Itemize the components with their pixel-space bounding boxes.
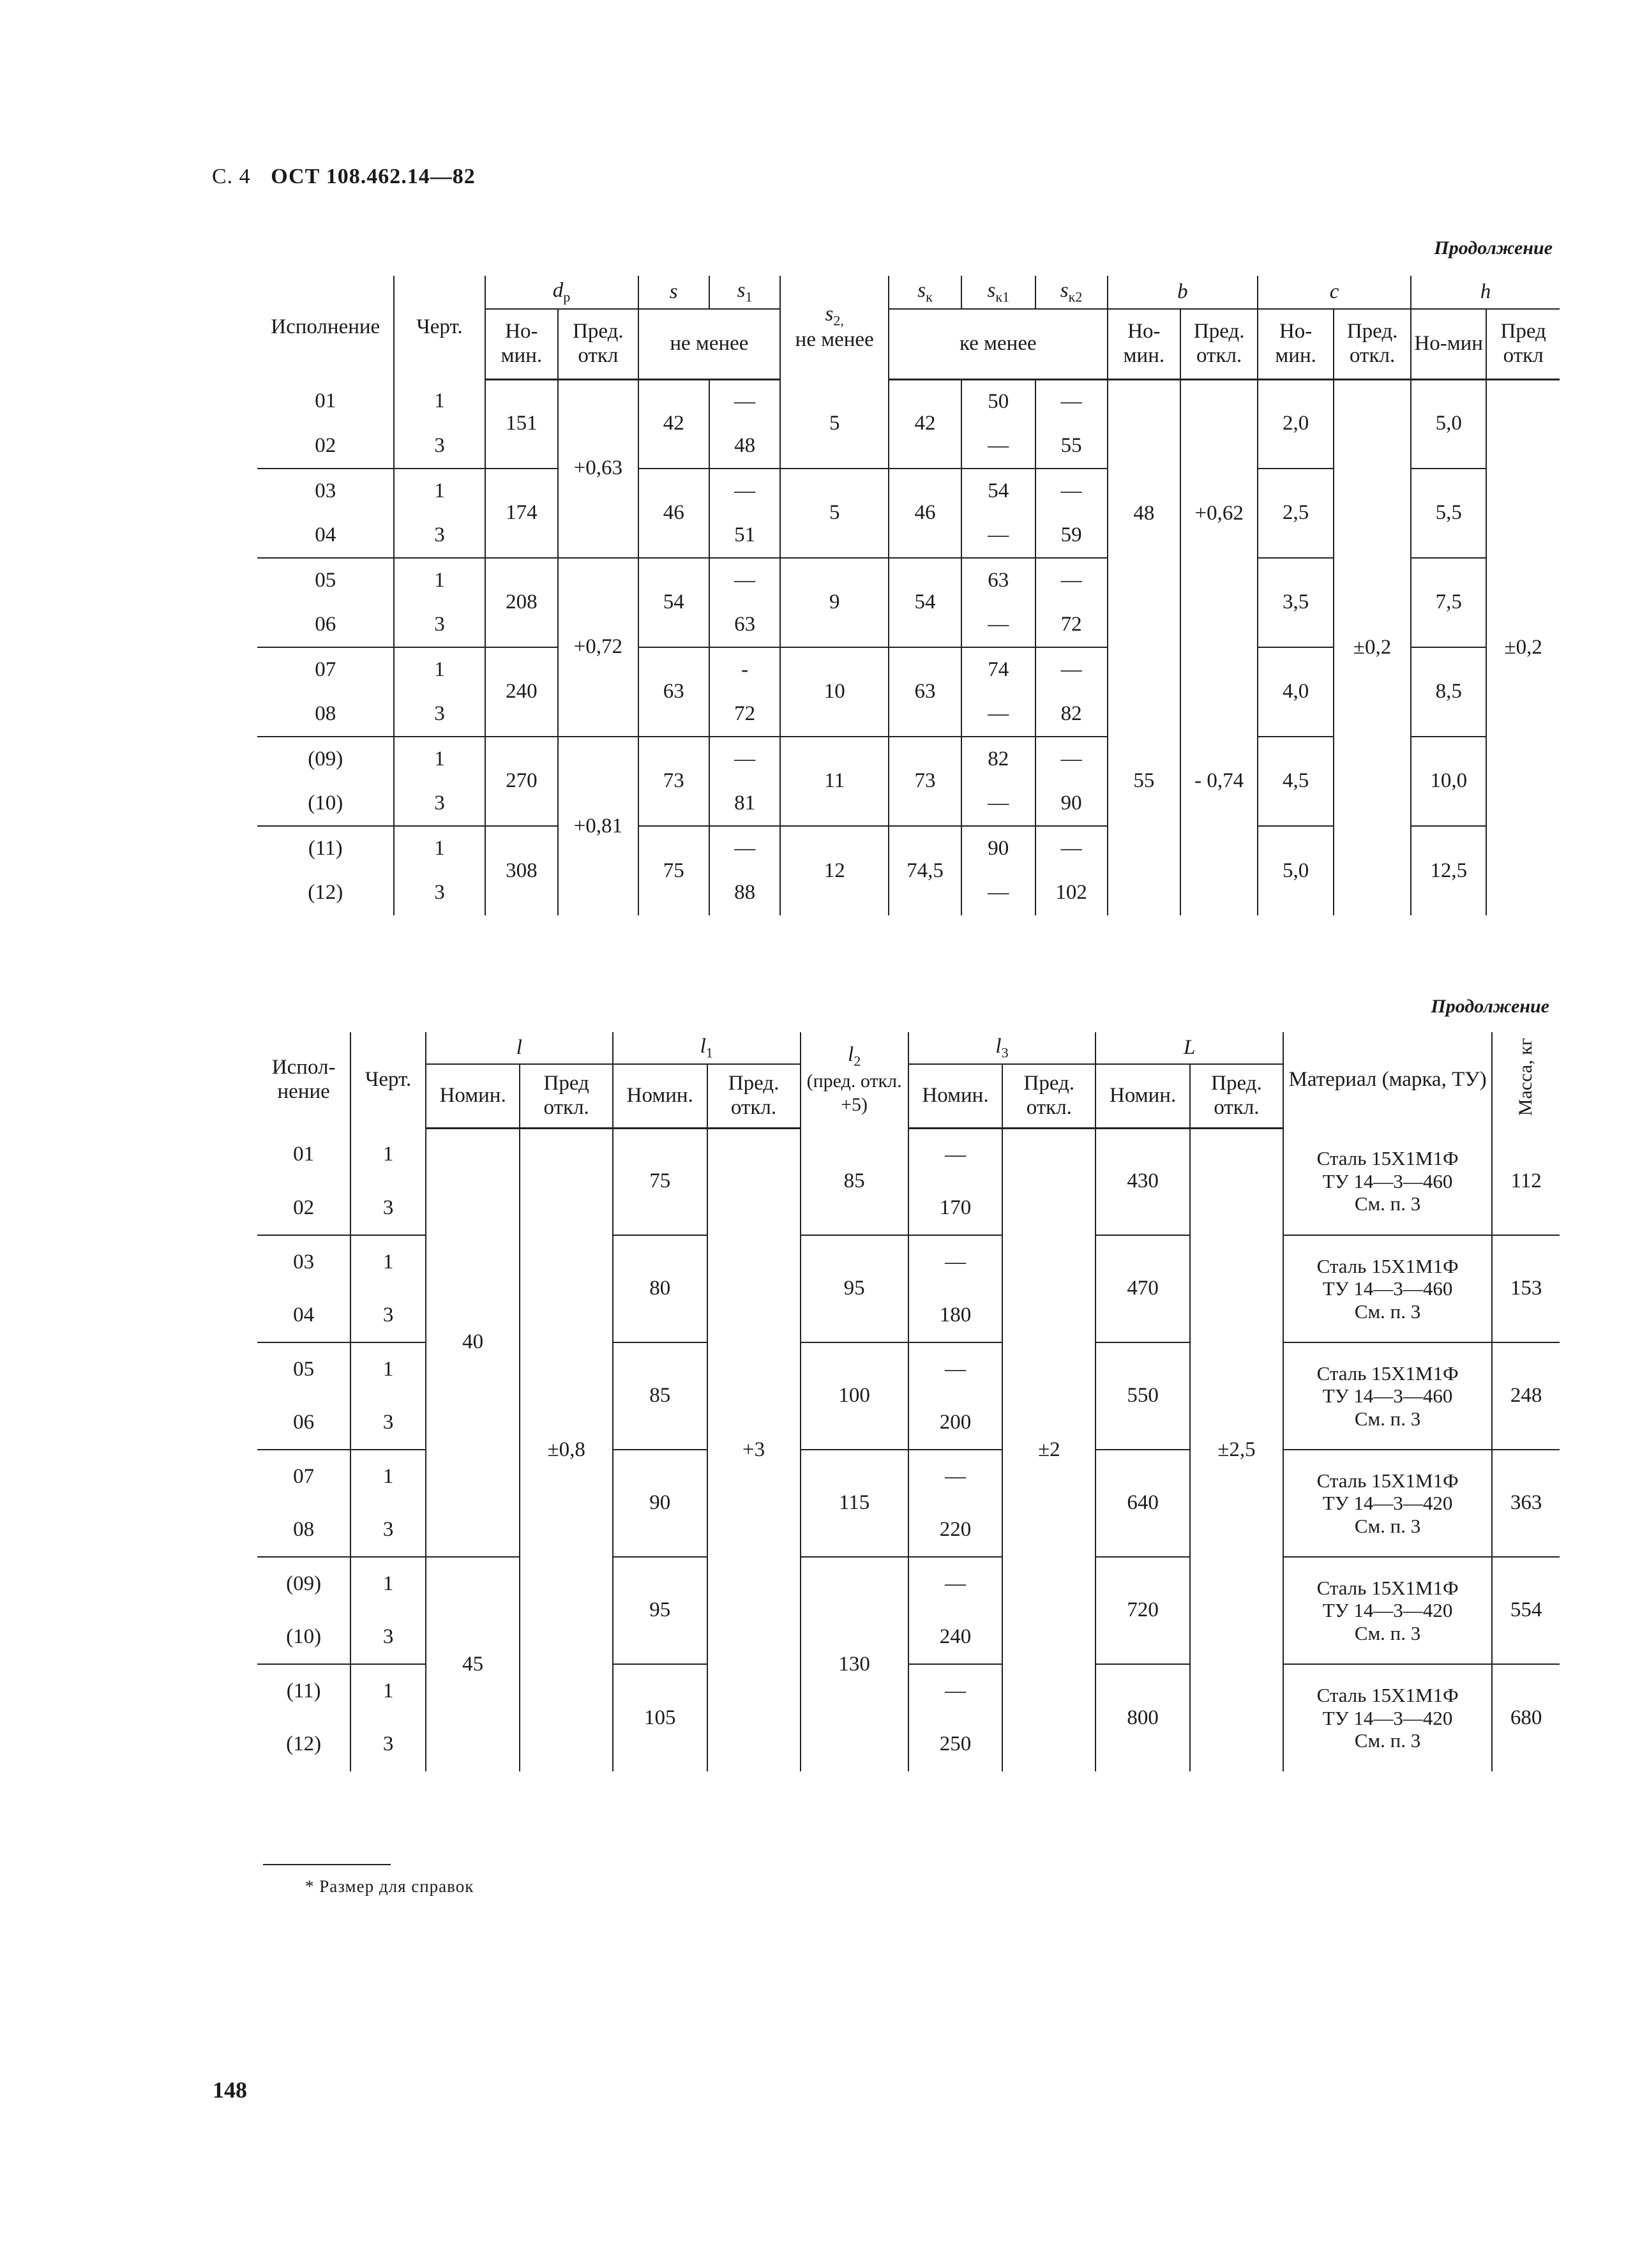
drawing-cell: 3: [394, 513, 485, 558]
drawing-cell: 1: [350, 1450, 426, 1503]
sk1-cell: —: [961, 871, 1035, 915]
page-number: 148: [213, 2077, 247, 2103]
s1-cell: —: [709, 737, 780, 781]
material-cell: Сталь 15Х1М1Ф ТУ 14—3—460 См. п. 3: [1283, 1235, 1492, 1342]
s1-cell: 88: [709, 871, 780, 915]
drawing-cell: 1: [394, 379, 485, 424]
execution-cell: 07: [257, 647, 394, 692]
s1-cell: 63: [709, 603, 780, 647]
sk2-cell: —: [1035, 826, 1108, 871]
s2-cell: 5: [780, 379, 889, 469]
col-c-nom: Но-мин.: [1258, 309, 1334, 379]
execution-cell: 02: [257, 424, 394, 469]
b-nom-cell: 48: [1108, 379, 1181, 647]
execution-cell: 08: [257, 692, 394, 737]
material-cell: Сталь 15Х1М1Ф ТУ 14—3—460 См. п. 3: [1283, 1342, 1492, 1450]
l1-cell: 75: [613, 1128, 707, 1235]
col-h-nom: Но-мин: [1411, 309, 1486, 379]
mass-cell: 112: [1492, 1128, 1560, 1235]
s-cell: 63: [638, 647, 709, 737]
sk2-cell: 102: [1035, 871, 1108, 915]
execution-cell: 04: [257, 513, 394, 558]
drawing-cell: 1: [394, 469, 485, 513]
sk2-cell: 59: [1035, 513, 1108, 558]
execution-cell: (09): [257, 1557, 350, 1611]
col-c: c: [1258, 276, 1411, 309]
sk1-cell: 63: [961, 558, 1035, 603]
l3-cell: —: [908, 1664, 1003, 1718]
material-cell: Сталь 15Х1М1Ф ТУ 14—3—460 См. п. 3: [1283, 1128, 1492, 1235]
c-tol-cell: ±0,2: [1334, 379, 1411, 915]
drawing-cell: 1: [350, 1128, 426, 1182]
l1-cell: 80: [613, 1235, 707, 1342]
dp-cell: 308: [485, 826, 559, 915]
b-nom-cell: 55: [1108, 647, 1181, 915]
l3-cell: 200: [908, 1396, 1003, 1450]
mass-cell: 554: [1492, 1557, 1560, 1664]
l1-cell: 105: [613, 1664, 707, 1771]
drawing-cell: 3: [394, 603, 485, 647]
drawing-cell: 3: [350, 1182, 426, 1235]
L-cell: 720: [1095, 1557, 1190, 1664]
col-sk1: $s_{к1}$: [961, 276, 1035, 309]
dimensions-table-1: [257, 276, 1560, 915]
drawing-cell: 3: [350, 1611, 426, 1664]
col-h-tol: Пред откл: [1486, 309, 1560, 379]
sk2-cell: 90: [1035, 781, 1108, 826]
l1-cell: 85: [613, 1342, 707, 1450]
col-L-nom: Номин.: [1095, 1064, 1190, 1128]
col-l1: $l_1$: [613, 1032, 801, 1064]
dp-tol-cell: +0,72: [558, 558, 638, 737]
s2-cell: 11: [780, 737, 889, 826]
sk2-cell: 72: [1035, 603, 1108, 647]
col-dp-tol: Пред. откл: [558, 309, 638, 379]
drawing-cell: 1: [394, 826, 485, 871]
sk-cell: 42: [889, 379, 961, 469]
dimensions-table-2: [257, 1032, 1560, 1771]
l2-cell: 115: [801, 1450, 908, 1557]
b-tol-cell: - 0,74: [1180, 647, 1258, 915]
col-l: l: [426, 1032, 613, 1064]
s1-cell: -: [709, 647, 780, 692]
L-cell: 640: [1095, 1450, 1190, 1557]
drawing-cell: 3: [350, 1718, 426, 1771]
page-label: С. 4: [212, 165, 251, 188]
col-l3-tol: Пред. откл.: [1002, 1064, 1095, 1128]
l1-tol-cell: +3: [707, 1128, 801, 1771]
execution-cell: (10): [257, 781, 394, 826]
col-mass: Масса, кг: [1492, 1032, 1560, 1128]
col-s: s: [638, 276, 709, 309]
h-cell: 10,0: [1411, 737, 1486, 826]
execution-cell: 01: [257, 1128, 350, 1182]
c-cell: 4,5: [1258, 737, 1334, 826]
l3-cell: —: [908, 1128, 1003, 1182]
execution-cell: 06: [257, 603, 394, 647]
sk1-cell: 50: [961, 379, 1035, 424]
table-row: [257, 1557, 1560, 1611]
sk1-cell: 74: [961, 647, 1035, 692]
sk1-cell: 54: [961, 469, 1035, 513]
continuation-label-2: Продолжение: [1431, 996, 1549, 1017]
l3-cell: —: [908, 1557, 1003, 1611]
col-dp: $d_р$: [485, 276, 638, 309]
s1-cell: —: [709, 379, 780, 424]
col-l2: $l_2$ (пред. откл. +5): [801, 1032, 908, 1128]
sk1-cell: 90: [961, 826, 1035, 871]
col-s-notless: не менее: [638, 309, 781, 379]
l2-cell: 95: [801, 1235, 908, 1342]
execution-cell: (11): [257, 1664, 350, 1718]
col-L-tol: Пред. откл.: [1190, 1064, 1283, 1128]
continuation-label-1: Продолжение: [1434, 237, 1553, 259]
s-cell: 54: [638, 558, 709, 647]
l3-tol-cell: ±2: [1002, 1128, 1095, 1771]
col-l-nom: Номин.: [426, 1064, 520, 1128]
sk2-cell: 55: [1035, 424, 1108, 469]
l-nom-cell: 45: [426, 1557, 520, 1771]
l-tol-cell: ±0,8: [520, 1128, 612, 1771]
drawing-cell: 3: [350, 1503, 426, 1557]
execution-cell: 01: [257, 379, 394, 424]
col-l-tol: Пред откл.: [520, 1064, 612, 1128]
col-b-nom: Но-мин.: [1108, 309, 1181, 379]
execution-cell: (12): [257, 1718, 350, 1771]
L-tol-cell: ±2,5: [1190, 1128, 1283, 1771]
l1-cell: 90: [613, 1450, 707, 1557]
L-cell: 470: [1095, 1235, 1190, 1342]
col-s1: $s_1$: [709, 276, 780, 309]
s2-cell: 12: [780, 826, 889, 915]
table-row: [257, 1128, 1560, 1182]
footnote-divider: [263, 1864, 391, 1865]
sk2-cell: —: [1035, 379, 1108, 424]
c-cell: 3,5: [1258, 558, 1334, 647]
execution-cell: 04: [257, 1289, 350, 1342]
sk2-cell: —: [1035, 558, 1108, 603]
h-cell: 8,5: [1411, 647, 1486, 737]
h-cell: 7,5: [1411, 558, 1486, 647]
sk-cell: 46: [889, 469, 961, 558]
execution-cell: 03: [257, 469, 394, 513]
s-cell: 46: [638, 469, 709, 558]
drawing-cell: 1: [350, 1557, 426, 1611]
col-dp-nom: Но-мин.: [485, 309, 559, 379]
mass-cell: 153: [1492, 1235, 1560, 1342]
execution-cell: (10): [257, 1611, 350, 1664]
drawing-cell: 1: [350, 1342, 426, 1396]
drawing-cell: 1: [394, 647, 485, 692]
l2-cell: 100: [801, 1342, 908, 1450]
col-l1-nom: Номин.: [613, 1064, 707, 1128]
sk2-cell: —: [1035, 469, 1108, 513]
execution-cell: 08: [257, 1503, 350, 1557]
table-row: [257, 379, 1560, 424]
material-cell: Сталь 15Х1М1Ф ТУ 14—3—420 См. п. 3: [1283, 1557, 1492, 1664]
l3-cell: 240: [908, 1611, 1003, 1664]
s2-cell: 5: [780, 469, 889, 558]
col-sk: $s_к$: [889, 276, 961, 309]
s1-cell: 51: [709, 513, 780, 558]
footnote: * Размер для справок: [305, 1877, 474, 1896]
sk1-cell: —: [961, 781, 1035, 826]
l3-cell: 170: [908, 1182, 1003, 1235]
b-tol-cell: +0,62: [1180, 379, 1258, 647]
l3-cell: —: [908, 1235, 1003, 1289]
execution-cell: 05: [257, 558, 394, 603]
s2-cell: 10: [780, 647, 889, 737]
execution-cell: (11): [257, 826, 394, 871]
drawing-cell: 3: [350, 1396, 426, 1450]
col-l3: $l_3$: [908, 1032, 1096, 1064]
dp-cell: 174: [485, 469, 559, 558]
material-cell: Сталь 15Х1М1Ф ТУ 14—3—420 См. п. 3: [1283, 1450, 1492, 1557]
execution-cell: 02: [257, 1182, 350, 1235]
c-cell: 2,5: [1258, 469, 1334, 558]
s-cell: 42: [638, 379, 709, 469]
execution-cell: (09): [257, 737, 394, 781]
c-cell: 2,0: [1258, 379, 1334, 469]
col-s2: $s_{2,}$ не менее: [780, 276, 889, 379]
page-header: [212, 165, 476, 189]
sk1-cell: —: [961, 603, 1035, 647]
execution-cell: 07: [257, 1450, 350, 1503]
drawing-cell: 3: [394, 781, 485, 826]
s1-cell: 48: [709, 424, 780, 469]
sk2-cell: 82: [1035, 692, 1108, 737]
mass-cell: 363: [1492, 1450, 1560, 1557]
dp-cell: 240: [485, 647, 559, 737]
h-cell: 5,5: [1411, 469, 1486, 558]
col-drawing: Черт.: [350, 1032, 426, 1128]
drawing-cell: 1: [394, 558, 485, 603]
c-cell: 5,0: [1258, 826, 1334, 915]
s-cell: 73: [638, 737, 709, 826]
col-L: L: [1095, 1032, 1283, 1064]
mass-cell: 680: [1492, 1664, 1560, 1771]
s1-cell: 72: [709, 692, 780, 737]
col-execution: Исполнение: [257, 276, 394, 379]
drawing-cell: 1: [350, 1664, 426, 1718]
sk1-cell: —: [961, 424, 1035, 469]
col-b: b: [1108, 276, 1258, 309]
l-nom-cell: 40: [426, 1128, 520, 1557]
s1-cell: —: [709, 469, 780, 513]
sk-cell: 73: [889, 737, 961, 826]
col-c-tol: Пред. откл.: [1334, 309, 1411, 379]
L-cell: 800: [1095, 1664, 1190, 1771]
execution-cell: 06: [257, 1396, 350, 1450]
col-h: h: [1411, 276, 1560, 309]
standard-number: ОСТ 108.462.14—82: [271, 165, 476, 188]
sk2-cell: —: [1035, 647, 1108, 692]
col-sk-notless: ке менее: [889, 309, 1107, 379]
l3-cell: 180: [908, 1289, 1003, 1342]
col-b-tol: Пред. откл.: [1180, 309, 1258, 379]
s1-cell: —: [709, 558, 780, 603]
sk-cell: 74,5: [889, 826, 961, 915]
drawing-cell: 3: [350, 1289, 426, 1342]
drawing-cell: 1: [350, 1235, 426, 1289]
mass-cell: 248: [1492, 1342, 1560, 1450]
dp-cell: 151: [485, 379, 559, 469]
h-cell: 12,5: [1411, 826, 1486, 915]
col-material: Материал (марка, ТУ): [1283, 1032, 1492, 1128]
dp-tol-cell: +0,81: [558, 737, 638, 915]
dp-cell: 270: [485, 737, 559, 826]
l2-cell: 130: [801, 1557, 908, 1771]
sk-cell: 54: [889, 558, 961, 647]
s1-cell: —: [709, 826, 780, 871]
h-cell: 5,0: [1411, 379, 1486, 469]
s1-cell: 81: [709, 781, 780, 826]
l2-cell: 85: [801, 1128, 908, 1235]
sk2-cell: —: [1035, 737, 1108, 781]
execution-cell: 03: [257, 1235, 350, 1289]
l1-cell: 95: [613, 1557, 707, 1664]
L-cell: 550: [1095, 1342, 1190, 1450]
drawing-cell: 3: [394, 424, 485, 469]
col-execution: Испол-нение: [257, 1032, 350, 1128]
s2-cell: 9: [780, 558, 889, 647]
sk1-cell: 82: [961, 737, 1035, 781]
l3-cell: 220: [908, 1503, 1003, 1557]
dp-cell: 208: [485, 558, 559, 647]
l3-cell: —: [908, 1450, 1003, 1503]
col-drawing: Черт.: [394, 276, 485, 379]
col-sk2: $s_{к2}$: [1035, 276, 1108, 309]
execution-cell: (12): [257, 871, 394, 915]
dp-tol-cell: +0,63: [558, 379, 638, 558]
sk1-cell: —: [961, 513, 1035, 558]
c-cell: 4,0: [1258, 647, 1334, 737]
s-cell: 75: [638, 826, 709, 915]
l3-cell: —: [908, 1342, 1003, 1396]
col-l1-tol: Пред. откл.: [707, 1064, 801, 1128]
drawing-cell: 3: [394, 871, 485, 915]
sk1-cell: —: [961, 692, 1035, 737]
h-tol-cell: ±0,2: [1486, 379, 1560, 915]
material-cell: Сталь 15Х1М1Ф ТУ 14—3—420 См. п. 3: [1283, 1664, 1492, 1771]
drawing-cell: 1: [394, 737, 485, 781]
drawing-cell: 3: [394, 692, 485, 737]
l3-cell: 250: [908, 1718, 1003, 1771]
execution-cell: 05: [257, 1342, 350, 1396]
L-cell: 430: [1095, 1128, 1190, 1235]
sk-cell: 63: [889, 647, 961, 737]
col-l3-nom: Номин.: [908, 1064, 1003, 1128]
